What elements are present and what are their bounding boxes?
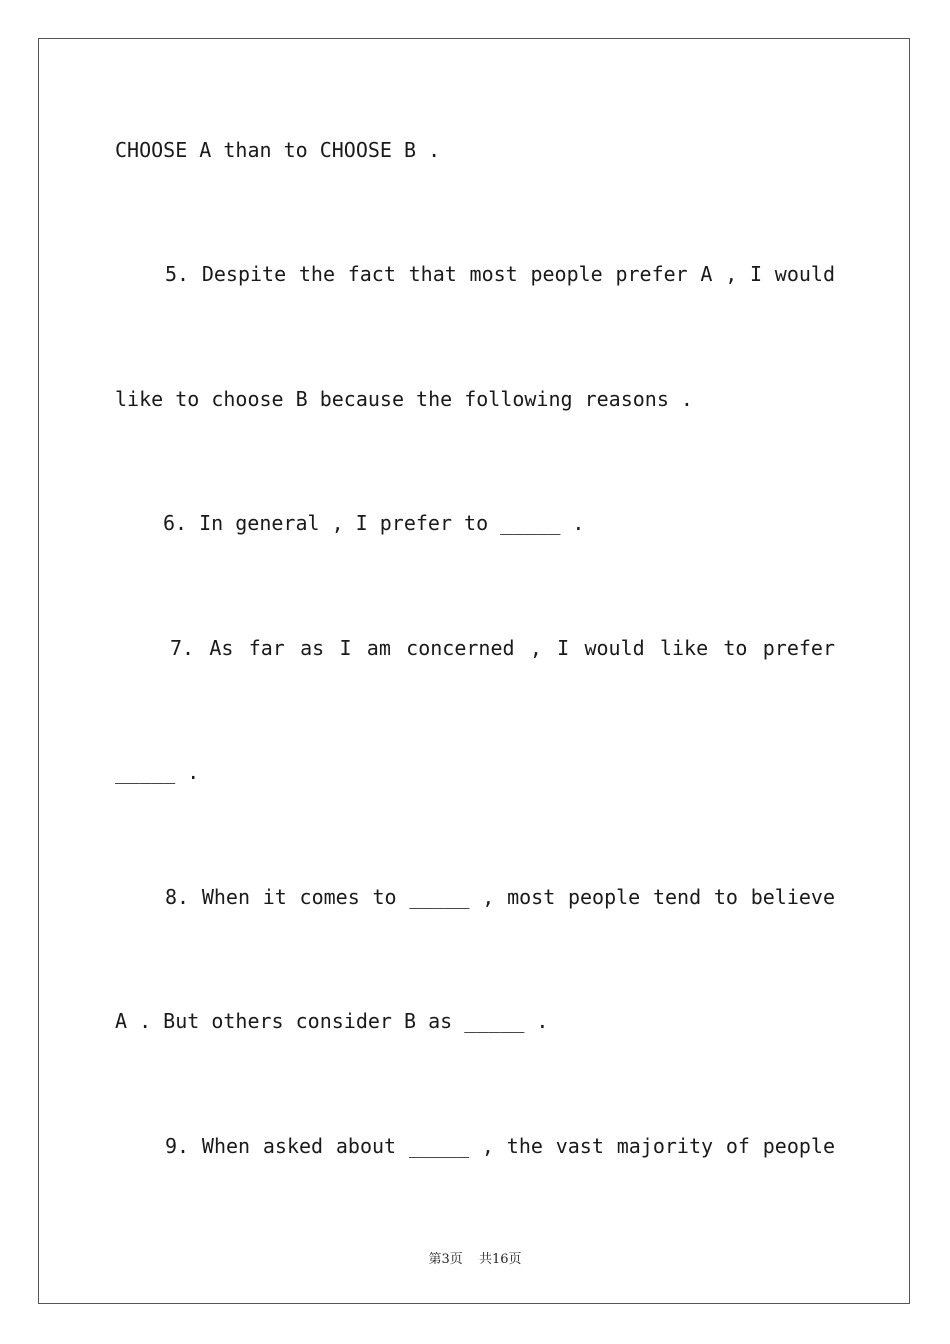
page-total: 共16页 (478, 1252, 522, 1267)
text-line-9: 9. When asked about _____ , the vast majority of people (165, 1134, 835, 1158)
text-line-2: 5. Despite the fact that most people prefer A , I would (165, 262, 835, 286)
text-line-7: 8. When it comes to _____ , most people tend to believe (165, 885, 835, 909)
text-line-5: 7. As far as I am concerned , I would like to prefer (170, 636, 835, 660)
text-line-1: CHOOSE A than to CHOOSE B . (115, 138, 441, 162)
page-border (38, 38, 910, 1304)
text-line-6: _____ . (115, 760, 200, 784)
text-line-4: 6. In general , I prefer to _____ . (163, 511, 585, 535)
page-number: 第3页 (428, 1252, 463, 1267)
page-footer (0, 1248, 950, 1267)
text-line-3: like to choose B because the following reasons . (115, 387, 693, 411)
text-line-8: A . But others consider B as _____ . (115, 1009, 549, 1033)
